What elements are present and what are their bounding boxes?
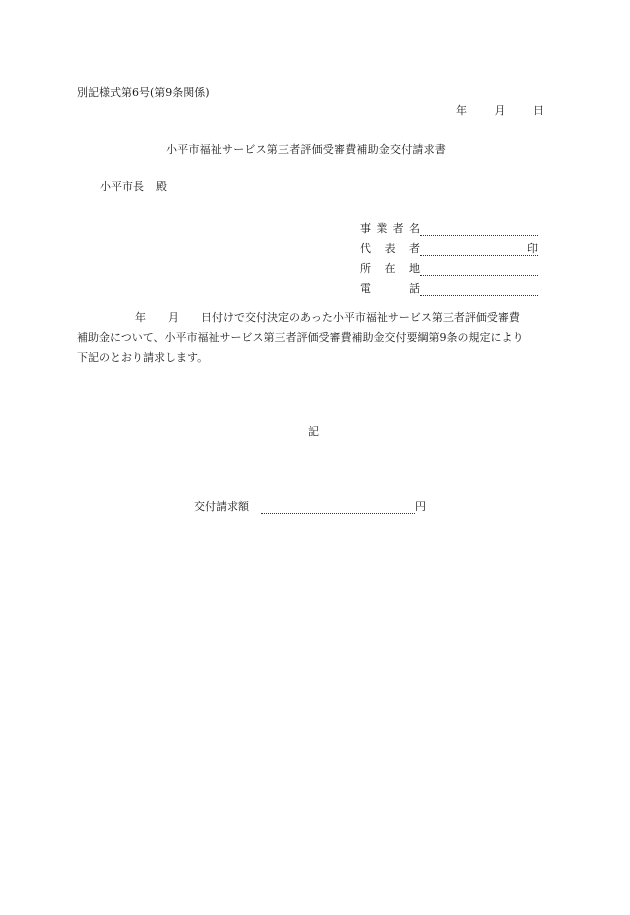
representative-field[interactable] <box>420 243 538 256</box>
applicant-label: 事業者名 <box>360 222 420 235</box>
applicant-label: 所在地 <box>360 262 420 275</box>
addressee-name: 小平市長 <box>100 180 144 193</box>
applicant-row-business-name <box>360 216 538 236</box>
applicant-row-representative <box>360 236 538 256</box>
date-day: 日 <box>533 104 544 117</box>
record-mark: 記 <box>308 425 319 438</box>
addressee-honorific: 殿 <box>156 180 167 193</box>
date-month: 月 <box>494 104 506 117</box>
applicant-row-address <box>360 256 538 276</box>
body-line-2: 補助金について、小平市福祉サービス第三者評価受審費補助金交付要綱第9条の規定により <box>77 331 524 344</box>
body-line-1-rest: 日付けで交付決定のあった小平市福祉サービス第三者評価受審費 <box>201 311 520 324</box>
body-month: 月 <box>168 311 179 324</box>
applicant-row-phone <box>360 276 538 296</box>
addressee <box>100 180 167 194</box>
body-year: 年 <box>135 311 146 324</box>
amount-label: 交付請求額 <box>194 500 249 513</box>
form-number: 別記様式第6号(第9条関係) <box>77 86 210 99</box>
amount-field[interactable] <box>261 501 415 514</box>
body-line-1 <box>77 308 552 328</box>
phone-field[interactable] <box>420 283 538 296</box>
document-title: 小平市福祉サービス第三者評価受審費補助金交付請求書 <box>166 143 446 156</box>
business-name-field[interactable] <box>420 223 538 236</box>
amount-row <box>194 500 426 514</box>
applicant-label: 電話 <box>360 282 420 295</box>
address-field[interactable] <box>420 263 538 276</box>
body-line-3: 下記のとおり請求します。 <box>77 351 209 364</box>
request-body <box>77 308 552 368</box>
seal-mark: 印 <box>527 242 538 255</box>
amount-unit: 円 <box>415 500 426 513</box>
applicant-block <box>360 216 538 296</box>
date-line <box>456 104 544 118</box>
applicant-label: 代表者 <box>360 242 420 255</box>
date-year: 年 <box>456 104 467 117</box>
